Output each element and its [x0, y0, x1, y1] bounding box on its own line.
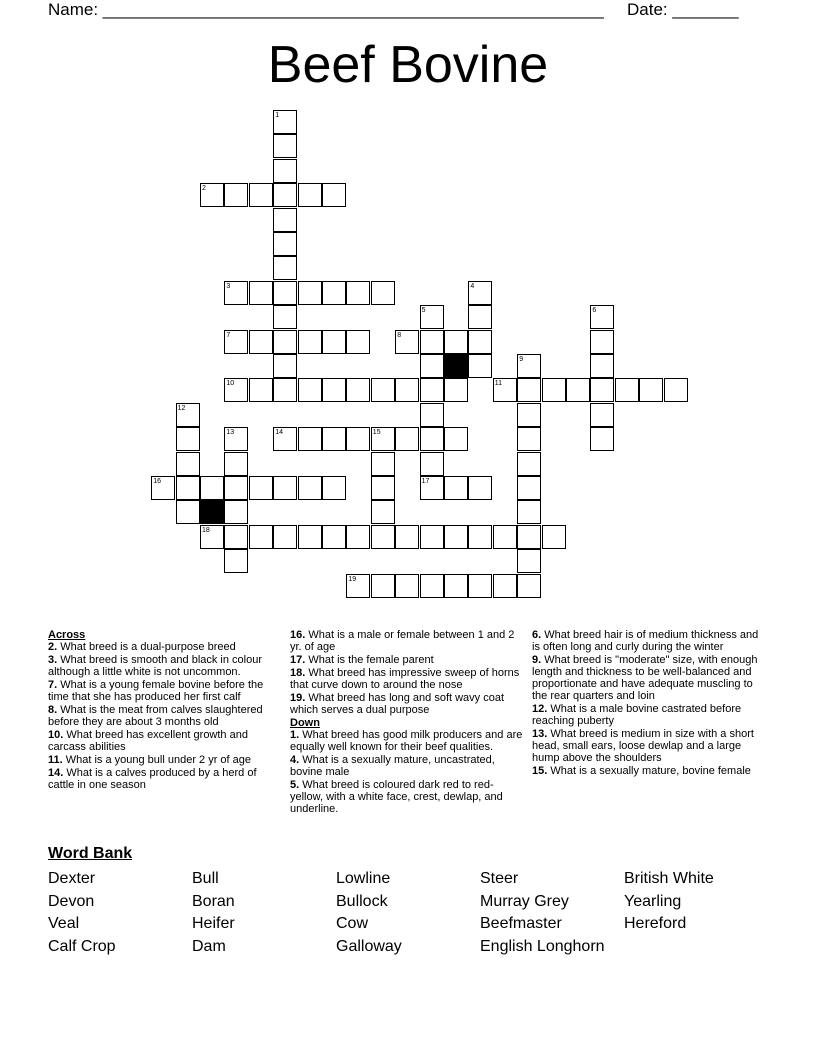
- cell-number: 6: [592, 307, 597, 315]
- crossword-cell[interactable]: [224, 476, 248, 500]
- crossword-cell[interactable]: [322, 330, 346, 354]
- clue-text: What breed is smooth and black in colour although a little white is not uncommon.: [48, 654, 263, 678]
- clue-number: 6.: [532, 629, 542, 641]
- cell-number: 15: [372, 429, 381, 437]
- crossword-cell[interactable]: [273, 134, 297, 158]
- clue-text: What is a male or female between 1 and 2 yr. of age: [290, 629, 515, 653]
- word-bank-word: Dexter: [48, 870, 96, 887]
- word-bank-word: Heifer: [192, 915, 235, 933]
- crossword-cell[interactable]: [590, 378, 614, 402]
- clue-item: [48, 654, 283, 678]
- crossword-cell[interactable]: [590, 427, 614, 451]
- crossword-cell[interactable]: [371, 500, 395, 524]
- crossword-cell[interactable]: [273, 208, 297, 232]
- clue-number: 2.: [48, 641, 58, 653]
- crossword-cell[interactable]: [273, 354, 297, 378]
- crossword-cell[interactable]: [590, 403, 614, 427]
- crossword-cell[interactable]: [468, 476, 492, 500]
- clue-number: 1.: [290, 729, 300, 741]
- clue-text: What breed has excellent growth and carcass abilities: [48, 729, 248, 753]
- clue-text: What is a male bovine castrated before reaching puberty: [532, 703, 742, 727]
- word-bank-title: Word Bank: [48, 845, 133, 862]
- cell-number: 19: [348, 575, 357, 583]
- crossword-cell[interactable]: [346, 525, 370, 549]
- crossword-cell[interactable]: [224, 452, 248, 476]
- crossword-cell[interactable]: [590, 330, 614, 354]
- word-bank-word: English Longhorn: [480, 938, 605, 956]
- crossword-cell[interactable]: [298, 378, 322, 402]
- clue-item: [290, 629, 526, 653]
- crossword-cell[interactable]: [298, 476, 322, 500]
- word-bank-column: [192, 868, 235, 959]
- cell-number: 10: [226, 380, 235, 388]
- name-field-label: Name: _____________________________________________________: [48, 0, 604, 19]
- clue-text: What breed has impressive sweep of horns that curve down to around the nose: [290, 667, 520, 691]
- crossword-cell[interactable]: [395, 525, 419, 549]
- crossword-cell[interactable]: [493, 525, 517, 549]
- crossword-cell[interactable]: [420, 378, 444, 402]
- crossword-cell[interactable]: [322, 378, 346, 402]
- clues-column-3: [532, 629, 768, 778]
- crossword-cell[interactable]: [468, 330, 492, 354]
- crossword-cell[interactable]: [444, 427, 468, 451]
- clue-text: What breed has long and soft wavy coat which serves a dual purpose: [290, 692, 505, 716]
- clue-number: 10.: [48, 729, 64, 741]
- clue-item: [290, 667, 526, 691]
- crossword-cell[interactable]: [420, 427, 444, 451]
- crossword-cell[interactable]: [224, 525, 248, 549]
- crossword-cell[interactable]: [371, 525, 395, 549]
- clue-item: [290, 754, 526, 778]
- crossword-cell[interactable]: [517, 476, 541, 500]
- clue-text: What breed hair is of medium thickness and is often long and curly during the winter: [532, 629, 759, 653]
- crossword-cell[interactable]: [298, 427, 322, 451]
- clue-item: [48, 704, 283, 728]
- crossword-cell[interactable]: [517, 378, 541, 402]
- crossword-cell[interactable]: [542, 378, 566, 402]
- word-bank-word: Bullock: [336, 892, 388, 910]
- word-bank-column: [480, 868, 605, 959]
- clue-item: [532, 654, 768, 702]
- crossword-cell[interactable]: [517, 452, 541, 476]
- cell-number: 13: [226, 429, 235, 437]
- clue-item: [532, 728, 768, 764]
- crossword-cell[interactable]: [371, 452, 395, 476]
- clue-number: 13.: [532, 728, 548, 740]
- clue-number: 5.: [290, 779, 300, 791]
- crossword-cell[interactable]: [249, 525, 273, 549]
- crossword-cell[interactable]: [273, 256, 297, 280]
- crossword-cell[interactable]: [346, 330, 370, 354]
- clue-number: 14.: [48, 767, 64, 779]
- clue-item: [290, 729, 526, 753]
- crossword-cell[interactable]: [322, 183, 346, 207]
- crossword-cell[interactable]: [298, 183, 322, 207]
- word-bank-word: Murray Grey: [480, 892, 569, 910]
- crossword-cell[interactable]: [298, 330, 322, 354]
- crossword-cell[interactable]: [249, 330, 273, 354]
- crossword-cell[interactable]: [273, 305, 297, 329]
- word-bank-word: Calf Crop: [48, 938, 116, 956]
- crossword-cell[interactable]: [615, 378, 639, 402]
- word-bank-word: Lowline: [336, 870, 391, 887]
- clue-item: [48, 729, 283, 753]
- crossword-cell[interactable]: [420, 403, 444, 427]
- crossword-cell[interactable]: [395, 378, 419, 402]
- crossword-cell[interactable]: [590, 354, 614, 378]
- cell-number: 11: [494, 380, 503, 388]
- crossword-cell[interactable]: [273, 232, 297, 256]
- word-bank-column: [48, 868, 116, 959]
- clue-text: What is a sexually mature, uncastrated, bovine male: [290, 754, 495, 778]
- word-bank-word: Galloway: [336, 938, 402, 956]
- crossword-cell[interactable]: [420, 354, 444, 378]
- crossword-cell[interactable]: [639, 378, 663, 402]
- word-bank-word: Dam: [192, 938, 226, 956]
- crossword-cell[interactable]: [444, 574, 468, 598]
- cell-number: 3: [226, 282, 231, 290]
- crossword-cell[interactable]: [444, 476, 468, 500]
- crossword-cell[interactable]: [298, 281, 322, 305]
- clue-text: What is the meat from calves slaughtered before they are about 3 months old: [48, 704, 263, 728]
- crossword-cell[interactable]: [224, 549, 248, 573]
- clue-number: 15.: [532, 765, 548, 777]
- word-bank-word: Steer: [480, 870, 519, 887]
- clue-number: 3.: [48, 654, 58, 666]
- crossword-cell[interactable]: [371, 281, 395, 305]
- crossword-cell[interactable]: [249, 281, 273, 305]
- crossword-cell[interactable]: [322, 281, 346, 305]
- crossword-cell[interactable]: [200, 476, 224, 500]
- crossword-cell[interactable]: [493, 574, 517, 598]
- crossword-cell[interactable]: [395, 427, 419, 451]
- crossword-cell[interactable]: [468, 305, 492, 329]
- crossword-cell[interactable]: [517, 500, 541, 524]
- word-bank-word: Veal: [48, 915, 80, 933]
- cell-number: 1: [275, 112, 280, 119]
- clue-number: 16.: [290, 629, 306, 641]
- clue-text: What breed is coloured dark red to red-yellow, with a white face, crest, dewlap, and underline.: [290, 779, 503, 815]
- clue-text: What is a young bull under 2 yr of age: [62, 754, 252, 766]
- word-bank-word: British White: [624, 870, 714, 887]
- date-field-label: Date: _______: [627, 0, 739, 19]
- crossword-cell[interactable]: [444, 525, 468, 549]
- cell-number: 17: [421, 478, 430, 485]
- crossword-cell[interactable]: [542, 525, 566, 549]
- word-bank-column: [624, 868, 714, 936]
- cell-number: 4: [470, 282, 475, 290]
- clue-number: 11.: [48, 754, 63, 766]
- crossword-cell[interactable]: [517, 574, 541, 598]
- cell-number: 8: [397, 331, 402, 339]
- clue-text: What breed has good milk producers and are equally well known for their beef qualities.: [290, 729, 523, 753]
- clue-number: 12.: [532, 703, 548, 715]
- clue-number: 18.: [290, 667, 306, 679]
- crossword-cell[interactable]: [420, 330, 444, 354]
- crossword-cell[interactable]: [420, 525, 444, 549]
- crossword-cell[interactable]: [420, 574, 444, 598]
- word-bank-word: Devon: [48, 892, 95, 910]
- crossword-block: [200, 500, 224, 524]
- clue-number: 19.: [290, 692, 306, 704]
- crossword-cell[interactable]: [468, 354, 492, 378]
- cell-number: 5: [421, 307, 426, 315]
- clue-item: [532, 765, 768, 777]
- cell-number: 9: [519, 356, 524, 363]
- crossword-cell[interactable]: [566, 378, 590, 402]
- word-bank-column: [336, 868, 402, 959]
- word-bank-word: Bull: [192, 870, 219, 887]
- crossword-cell[interactable]: [517, 549, 541, 573]
- crossword-cell[interactable]: [664, 378, 688, 402]
- crossword-cell[interactable]: [346, 378, 370, 402]
- crossword-cell[interactable]: [249, 378, 273, 402]
- cell-number: 12: [177, 404, 186, 412]
- crossword-cell[interactable]: [395, 574, 419, 598]
- word-bank-word: Hereford: [624, 915, 687, 933]
- clue-text: What is the female parent: [305, 654, 434, 666]
- crossword-cell[interactable]: [298, 525, 322, 549]
- clue-text: What is a calves produced by a herd of cattle in one season: [48, 767, 257, 791]
- clue-number: 7.: [48, 679, 58, 691]
- crossword-cell[interactable]: [346, 427, 370, 451]
- clue-number: 17.: [290, 654, 306, 666]
- page-title: Beef Bovine: [267, 36, 549, 94]
- across-heading: Across: [48, 629, 86, 641]
- clue-number: 9.: [532, 654, 542, 666]
- clue-item: [48, 767, 283, 791]
- word-bank-word: Cow: [336, 915, 369, 933]
- clue-text: What breed is a dual-purpose breed: [57, 641, 236, 653]
- clue-item: [48, 679, 283, 703]
- clue-item: [48, 754, 283, 766]
- clue-item: [48, 641, 283, 653]
- crossword-cell[interactable]: [371, 378, 395, 402]
- crossword-cell[interactable]: [249, 183, 273, 207]
- crossword-cell[interactable]: [444, 330, 468, 354]
- crossword-cell[interactable]: [444, 378, 468, 402]
- crossword-cell[interactable]: [273, 183, 297, 207]
- word-bank-word: Boran: [192, 892, 235, 910]
- clue-number: 4.: [290, 754, 300, 766]
- crossword-cell[interactable]: [517, 525, 541, 549]
- crossword-cell[interactable]: [346, 281, 370, 305]
- clues-column-1: [48, 629, 283, 792]
- crossword-cell[interactable]: [176, 476, 200, 500]
- word-bank-word: Beefmaster: [480, 915, 562, 933]
- crossword-cell[interactable]: [224, 183, 248, 207]
- crossword-cell[interactable]: [322, 525, 346, 549]
- clue-item: [290, 779, 526, 815]
- clue-item: [290, 654, 526, 666]
- clue-text: What is a sexually mature, bovine female: [547, 765, 751, 777]
- crossword-cell[interactable]: [420, 452, 444, 476]
- down-heading: Down: [290, 717, 320, 729]
- clue-text: What breed is "moderate" size, with enough length and thickness to be well-balanced and proportionate and have adequate muscling to the rear quarters and loin: [532, 654, 758, 702]
- clue-item: [532, 629, 768, 653]
- clue-text: What is a young female bovine before the time that she has produced her first calf: [48, 679, 264, 703]
- crossword-cell[interactable]: [273, 378, 297, 402]
- crossword-cell[interactable]: [273, 525, 297, 549]
- crossword-cell[interactable]: [517, 403, 541, 427]
- crossword-cell[interactable]: [273, 281, 297, 305]
- cell-number: 7: [226, 331, 231, 339]
- crossword-cell[interactable]: [249, 476, 273, 500]
- word-bank-word: Yearling: [624, 892, 682, 910]
- clue-number: 8.: [48, 704, 58, 716]
- crossword-cell[interactable]: [273, 159, 297, 183]
- clue-item: [290, 692, 526, 716]
- clues-column-2: [290, 629, 526, 816]
- crossword-cell[interactable]: [176, 427, 200, 451]
- crossword-cell[interactable]: [322, 427, 346, 451]
- cell-number: 18: [202, 526, 210, 534]
- clue-item: [532, 703, 768, 727]
- cell-number: 16: [153, 478, 161, 485]
- clue-text: What breed is medium in size with a short head, small ears, loose dewlap and a large hump above the shoulders: [532, 728, 754, 764]
- crossword-cell[interactable]: [176, 500, 200, 524]
- cell-number: 14: [275, 429, 283, 437]
- crossword-cell[interactable]: [224, 500, 248, 524]
- crossword-cell[interactable]: [371, 574, 395, 598]
- crossword-cell[interactable]: [176, 452, 200, 476]
- crossword-block: [444, 354, 468, 378]
- crossword-cell[interactable]: [517, 427, 541, 451]
- crossword-cell[interactable]: [468, 525, 492, 549]
- crossword-cell[interactable]: [371, 476, 395, 500]
- crossword-cell[interactable]: [322, 476, 346, 500]
- crossword-cell[interactable]: [468, 574, 492, 598]
- cell-number: 2: [202, 185, 206, 193]
- crossword-cell[interactable]: [273, 330, 297, 354]
- crossword-cell[interactable]: [273, 476, 297, 500]
